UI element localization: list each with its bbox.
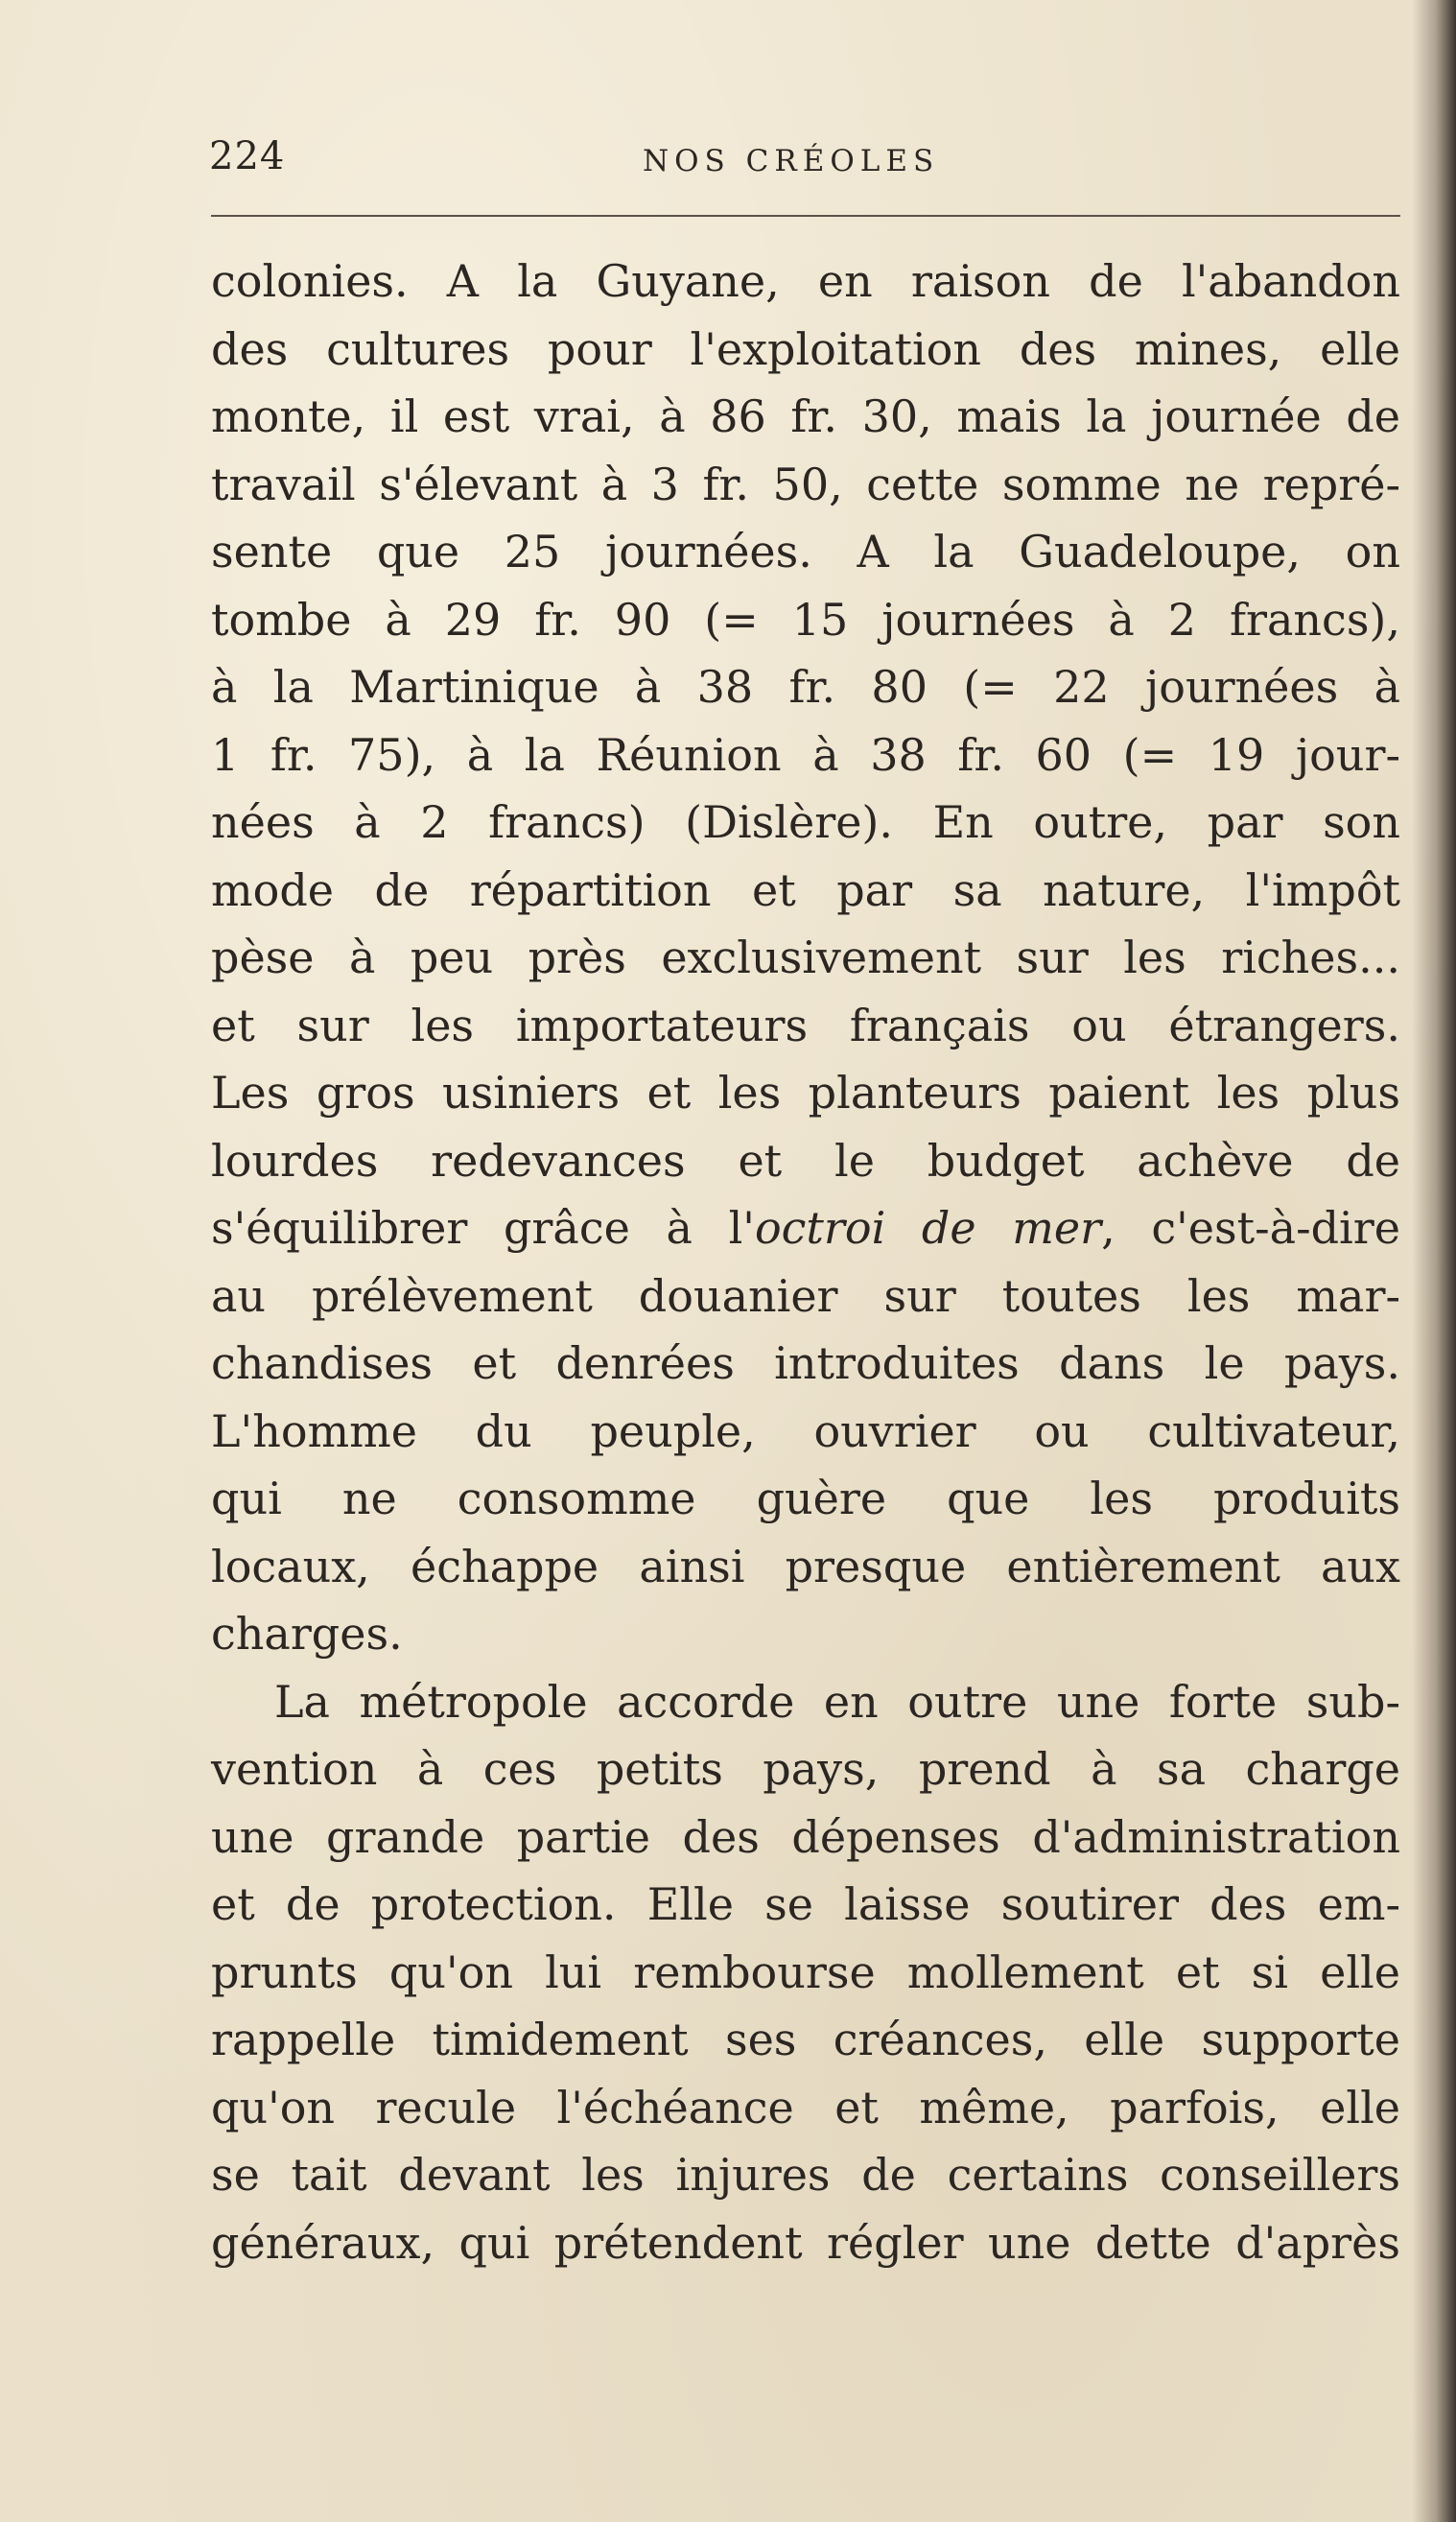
text-line: au prélèvement douanier sur toutes les mar- bbox=[211, 1269, 1400, 1322]
text-line: colonies. A la Guyane, en raison de l'abandon bbox=[211, 255, 1400, 307]
text-segment: s'équilibrer grâce à l' bbox=[211, 1202, 755, 1254]
text-line: prunts qu'on lui rembourse mollement et si elle bbox=[211, 1945, 1400, 1998]
header-rule bbox=[211, 215, 1400, 217]
text-line: qu'on recule l'échéance et même, parfois, elle bbox=[211, 2081, 1400, 2133]
text-line: 1 fr. 75), à la Réunion à 38 fr. 60 (= 19 jour- bbox=[211, 728, 1400, 781]
text-line: pèse à peu près exclusivement sur les riches... bbox=[211, 931, 1400, 983]
text-line: mode de répartition et par sa nature, l'impôt bbox=[211, 863, 1400, 916]
text-line: généraux, qui prétendent régler une dette d'après bbox=[211, 2216, 1400, 2269]
text-line: tombe à 29 fr. 90 (= 15 journées à 2 francs), bbox=[211, 593, 1400, 646]
text-line: L'homme du peuple, ouvrier ou cultivateur, bbox=[211, 1404, 1400, 1457]
text-line: chandises et denrées introduites dans le pays. bbox=[211, 1337, 1400, 1389]
text-line: à la Martinique à 38 fr. 80 (= 22 journées à bbox=[211, 661, 1400, 713]
text-line: locaux, échappe ainsi presque entièrement aux bbox=[211, 1540, 1400, 1592]
text-line: se tait devant les injures de certains conseillers bbox=[211, 2149, 1400, 2201]
text-line: nées à 2 francs) (Dislère). En outre, par son bbox=[211, 796, 1400, 848]
text-line: sente que 25 journées. A la Guadeloupe, on bbox=[211, 526, 1400, 577]
text-line: et de protection. Elle se laisse soutirer des em- bbox=[211, 1878, 1400, 1930]
page-edge-shadow bbox=[1412, 0, 1456, 2522]
text-line-with-italic bbox=[211, 1194, 1400, 1262]
text-line: travail s'élevant à 3 fr. 50, cette somme ne repré- bbox=[211, 458, 1400, 510]
text-line: des cultures pour l'exploitation des mines, elle bbox=[211, 322, 1400, 375]
text-line: qui ne consomme guère que les produits bbox=[211, 1473, 1400, 1524]
text-line: lourdes redevances et le budget achève de bbox=[211, 1134, 1400, 1187]
running-head: NOS CRÉOLES bbox=[643, 144, 940, 178]
body-text bbox=[211, 247, 1400, 2276]
page-number: 224 bbox=[209, 134, 286, 178]
paragraph-end-line: charges. bbox=[211, 1608, 403, 1660]
text-line: rappelle timidement ses créances, elle supporte bbox=[211, 2014, 1400, 2065]
italic-term: octroi de mer bbox=[754, 1202, 1102, 1254]
text-line: Les gros usiniers et les planteurs paient les plus bbox=[211, 1067, 1400, 1119]
text-line: monte, il est vrai, à 86 fr. 30, mais la journée de bbox=[211, 390, 1400, 442]
text-line: vention à ces petits pays, prend à sa charge bbox=[211, 1743, 1400, 1795]
text-segment: , c'est-à-dire bbox=[1101, 1202, 1400, 1254]
paragraph-start-line: La métropole accorde en outre une forte sub- bbox=[274, 1675, 1400, 1728]
text-line: une grande partie des dépenses d'administration bbox=[211, 1810, 1400, 1863]
text-line: et sur les importateurs français ou étrangers. bbox=[211, 999, 1400, 1051]
